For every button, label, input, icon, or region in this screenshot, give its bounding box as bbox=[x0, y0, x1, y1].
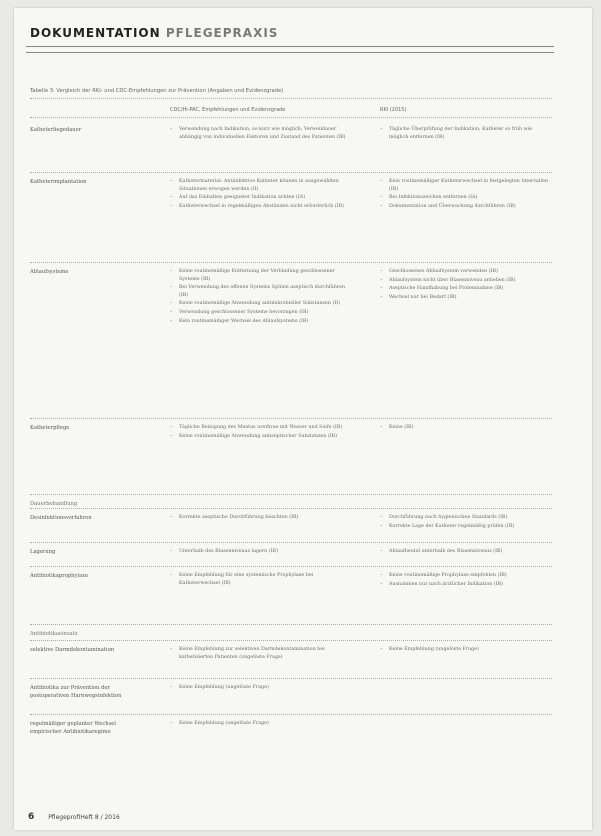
row-label: Ablaufsysteme bbox=[30, 269, 69, 275]
row-separator bbox=[30, 542, 552, 543]
row-label: selektive Darmdekontamination bbox=[30, 647, 115, 653]
recommendation-item: – Keine routinemäßige Entfernung der Verbindung geschlossener Systeme (IB) bbox=[170, 268, 355, 283]
cdc-cell bbox=[170, 548, 355, 557]
recommendation-item: – Keine Empfehlung zur selektiven Darmdekontamination bei kathetisierten Patienten (ungelöste Frage) bbox=[170, 646, 355, 661]
row-label: regelmäßiger geplanter Wechsel empirischer Antibiotikaregime bbox=[30, 721, 116, 735]
recommendation-item: – Kein routinemäßiger Katheterwechsel in festgelegten Intervallen (IB) bbox=[380, 178, 552, 193]
header-title: DOKUMENTATION bbox=[30, 26, 161, 40]
row-separator bbox=[30, 714, 552, 715]
recommendation-item: – Tägliche Überprüfung der Indikation; Katheter so früh wie möglich entfernen (IB) bbox=[380, 126, 552, 141]
recommendation-item: – Bei Infektionszeichen entfernen (IA) bbox=[380, 194, 552, 202]
cdc-cell bbox=[170, 684, 355, 693]
recommendation-item: – Keine Empfehlung (ungelöste Frage) bbox=[170, 720, 355, 728]
cdc-cell bbox=[170, 646, 355, 662]
rki-cell bbox=[380, 572, 552, 589]
row-label: Desinfektionsverfahren bbox=[30, 515, 92, 521]
rki-cell bbox=[380, 514, 552, 531]
recommendation-item: – Korrekte aseptische Durchführung beachten (IB) bbox=[170, 514, 355, 522]
header-subtitle: PFLEGEPRAXIS bbox=[165, 26, 279, 40]
recommendation-item: – Durchführung nach hygienischen Standards (IB) bbox=[380, 514, 552, 522]
recommendation-item: – Keine Empfehlung für eine systemische Prophylaxe bei Katheterwechsel (IB) bbox=[170, 572, 355, 587]
rki-cell bbox=[380, 424, 552, 433]
recommendation-item: – Unterhalb des Blasenniveaus lagern (IB) bbox=[170, 548, 355, 556]
recommendation-item: – Kein routinemäßiger Wechsel des Ablaufsystems (IB) bbox=[170, 318, 355, 326]
recommendation-item: – Auf das Einhalten geeigneter Indikation achten (IA) bbox=[170, 194, 355, 202]
row-label: Antibiotikaeinsatz bbox=[30, 631, 78, 637]
recommendation-item: – Keine Empfehlung (ungelöste Frage) bbox=[380, 646, 552, 654]
row-label: Lagerung bbox=[30, 549, 56, 555]
recommendation-item: – Aseptische Handhabung bei Probennahme (IB) bbox=[380, 285, 552, 293]
recommendation-item: – Bei Verwendung des offenen Systems Spülen aseptisch durchführen (IB) bbox=[170, 284, 355, 299]
recommendation-item: – Tägliche Reinigung des Meatus urethrae mit Wasser und Seife (IB) bbox=[170, 424, 355, 432]
recommendation-item: – Geschlossenes Ablaufsystem verwenden (IB) bbox=[380, 268, 552, 276]
recommendation-item: – Ausnahmen nur nach ärztlicher Indikation (IB) bbox=[380, 581, 552, 589]
recommendation-item: – Keine routinemäßige Prophylaxe empfohlen (IB) bbox=[380, 572, 552, 580]
recommendation-item: – Keine routinemäßige Anwendung antiseptischer Substanzen (IB) bbox=[170, 433, 355, 441]
recommendation-item: – Ablaufsystem nicht über Blasenniveau anheben (IB) bbox=[380, 277, 552, 285]
row-label: Katheterimplantation bbox=[30, 179, 87, 185]
cdc-cell bbox=[170, 268, 355, 326]
row-separator bbox=[30, 262, 552, 263]
page-header bbox=[30, 26, 278, 40]
row-separator bbox=[30, 678, 552, 679]
rki-cell bbox=[380, 646, 552, 655]
rki-cell bbox=[380, 268, 552, 302]
page-footer bbox=[28, 812, 120, 822]
recommendation-item: – Wechsel nur bei Bedarf (IB) bbox=[380, 294, 552, 302]
row-separator bbox=[30, 172, 552, 173]
recommendation-item: – Keine routinemäßige Anwendung antimikrobieller Substanzen (II) bbox=[170, 300, 355, 308]
row-separator bbox=[30, 418, 552, 419]
column-header-rule bbox=[30, 117, 552, 118]
recommendation-item: – Korrekte Lage der Katheter regelmäßig prüfen (IB) bbox=[380, 523, 552, 531]
row-label: Dauerbehandlung bbox=[30, 501, 78, 507]
column-header-cdc: CDC/Hi-PAC, Empfehlungen und Evidenzgrade bbox=[170, 107, 286, 113]
cdc-cell bbox=[170, 572, 355, 588]
row-separator bbox=[30, 624, 552, 625]
table-top-rule bbox=[30, 98, 552, 99]
row-separator bbox=[30, 566, 552, 567]
recommendation-item: – Keine Empfehlung (ungelöste Frage) bbox=[170, 684, 355, 692]
recommendation-item: – Keine (IB) bbox=[380, 424, 552, 432]
row-label: Antibiotikaprophylaxe bbox=[30, 573, 89, 579]
recommendation-item: – Dokumentation und Überwachung durchführen (IB) bbox=[380, 203, 552, 211]
column-header-rki: RKI (2015) bbox=[380, 107, 407, 113]
rki-cell bbox=[380, 548, 552, 557]
recommendation-item: – Ablaufbeutel unterhalb des Blasenniveaus (IB) bbox=[380, 548, 552, 556]
row-label: Antibiotika zur Prävention der postoperativen Harnwegsinfektion bbox=[30, 685, 122, 699]
recommendation-item: – Verwendung geschlossener Systeme bevorzugen (IB) bbox=[170, 309, 355, 317]
cdc-cell bbox=[170, 514, 355, 523]
header-rule-2 bbox=[26, 52, 554, 53]
rki-cell bbox=[380, 178, 552, 211]
row-separator bbox=[30, 640, 552, 641]
row-label: Katheterpflege bbox=[30, 425, 70, 431]
header-rule bbox=[26, 46, 554, 47]
journal-name: PflegeprofiHeft 8 / 2016 bbox=[48, 814, 120, 821]
row-label: Katheterliegedauer bbox=[30, 127, 82, 133]
table-caption: Tabelle 3: Vergleich der RKI- und CDC-Empfehlungen zur Prävention (Angaben und Evidenzgrade) bbox=[30, 88, 284, 94]
cdc-cell bbox=[170, 126, 355, 142]
recommendation-item: – Kathetermaterial: Antiinfektive Katheter können in ausgewählten Situationen erwogen werden (II) bbox=[170, 178, 355, 193]
recommendation-item: – Katheterwechsel in regelmäßigen Abständen nicht erforderlich (IB) bbox=[170, 203, 355, 211]
row-separator bbox=[30, 508, 552, 509]
cdc-cell bbox=[170, 720, 355, 729]
page-number: 6 bbox=[28, 812, 35, 822]
rki-cell bbox=[380, 126, 552, 142]
cdc-cell bbox=[170, 424, 355, 441]
cdc-cell bbox=[170, 178, 355, 211]
row-separator bbox=[30, 494, 552, 495]
recommendation-item: – Verwendung nach Indikation, so kurz wie möglich; Verweildauer abhängig von individuellen Faktoren und Zustand des Patienten (IB) bbox=[170, 126, 355, 141]
